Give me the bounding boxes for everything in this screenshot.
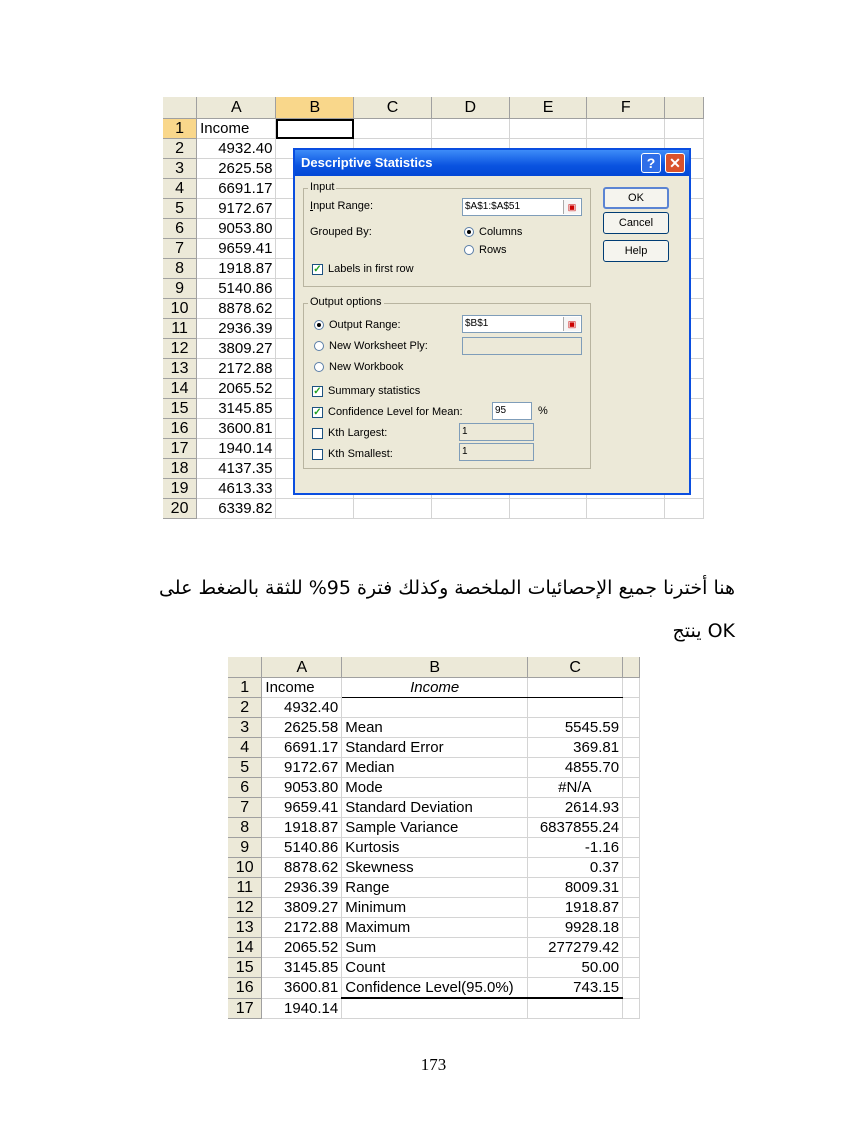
row-header[interactable]: 10	[163, 299, 197, 319]
cell-a[interactable]: 5140.86	[197, 279, 276, 299]
collapse-dialog-icon[interactable]: ▣	[563, 317, 580, 331]
table-row	[228, 698, 640, 718]
kth-largest-label: Kth Largest:	[328, 427, 388, 439]
new-worksheet-ply-label: New Worksheet Ply:	[329, 340, 428, 352]
cell[interactable]	[587, 499, 665, 519]
cell-b[interactable]: Kurtosis	[342, 838, 528, 858]
cell[interactable]	[431, 119, 509, 139]
cell-a[interactable]: 3809.27	[262, 898, 342, 918]
page-number: 173	[420, 1055, 447, 1074]
cell[interactable]	[276, 499, 354, 519]
column-header-f[interactable]: F	[587, 97, 665, 119]
cell-a[interactable]: 8878.62	[197, 299, 276, 319]
cell-a[interactable]: 2172.88	[262, 918, 342, 938]
cell-a[interactable]: 6339.82	[197, 499, 276, 519]
row-header[interactable]: 1	[228, 678, 262, 698]
cell-b[interactable]: Count	[342, 958, 528, 978]
cell-a[interactable]: 1918.87	[197, 259, 276, 279]
confidence-level-label: Confidence Level for Mean:	[328, 406, 463, 418]
row-header[interactable]: 10	[228, 858, 262, 878]
cell[interactable]	[623, 998, 640, 1019]
descriptive-statistics-dialog	[293, 148, 691, 495]
column-header-b[interactable]: B	[276, 97, 354, 119]
cell[interactable]	[623, 678, 640, 698]
column-header-a[interactable]: A	[262, 657, 342, 678]
row-header[interactable]: 17	[163, 439, 197, 459]
cell-a[interactable]: 4613.33	[197, 479, 276, 499]
row-header[interactable]: 14	[228, 938, 262, 958]
cell-a[interactable]: 3600.81	[197, 419, 276, 439]
cell-b[interactable]	[342, 698, 528, 718]
cell-a[interactable]: 4137.35	[197, 459, 276, 479]
output-options-label: Output options	[310, 296, 382, 308]
cell-a[interactable]: 2625.58	[197, 159, 276, 179]
row-header[interactable]: 12	[163, 339, 197, 359]
row-header[interactable]: 5	[228, 758, 262, 778]
row-header[interactable]: 11	[163, 319, 197, 339]
row-header[interactable]: 20	[163, 499, 197, 519]
cell-c[interactable]: 5545.59	[528, 718, 623, 738]
column-header-row	[163, 97, 704, 119]
columns-label: Columns	[479, 226, 523, 238]
row-header[interactable]: 18	[163, 459, 197, 479]
cell[interactable]	[623, 818, 640, 838]
cell-b[interactable]: Median	[342, 758, 528, 778]
cell-c[interactable]: 6837855.24	[528, 818, 623, 838]
cell-a[interactable]: 1940.14	[197, 439, 276, 459]
table-row	[228, 978, 640, 999]
output-range-value: $B$1	[465, 318, 489, 329]
output-options-group	[303, 296, 591, 469]
labels-first-row-label: Labels in first row	[328, 263, 414, 275]
confidence-level-field[interactable]	[492, 402, 532, 420]
cell-a[interactable]: 9172.67	[262, 758, 342, 778]
help-question-icon[interactable]: ?	[641, 153, 661, 173]
cell-a[interactable]: 1940.14	[262, 998, 342, 1019]
cell-b[interactable]: Standard Deviation	[342, 798, 528, 818]
row-header[interactable]: 7	[163, 239, 197, 259]
cell-a[interactable]: 5140.86	[262, 838, 342, 858]
close-icon[interactable]: ✕	[665, 153, 685, 173]
cell-b[interactable]: Mean	[342, 718, 528, 738]
cell[interactable]	[354, 119, 432, 139]
table-row	[163, 119, 704, 139]
row-header[interactable]: 9	[163, 279, 197, 299]
cell-a[interactable]: 2625.58	[262, 718, 342, 738]
cell-a[interactable]: 6691.17	[262, 738, 342, 758]
column-header-d[interactable]	[623, 657, 640, 678]
output-range-label: Output Range:	[329, 319, 401, 331]
cell-a[interactable]: 2936.39	[197, 319, 276, 339]
cell-a[interactable]: 3145.85	[262, 958, 342, 978]
grouped-by-label: Grouped By:	[310, 226, 372, 238]
table-row	[228, 938, 640, 958]
row-header[interactable]: 4	[163, 179, 197, 199]
cell-a[interactable]: 6691.17	[197, 179, 276, 199]
row-header[interactable]: 7	[228, 798, 262, 818]
column-header-c[interactable]: C	[354, 97, 432, 119]
cell-c[interactable]	[528, 678, 623, 698]
cancel-button[interactable]: Cancel	[603, 212, 669, 234]
cell[interactable]	[431, 499, 509, 519]
table-row	[228, 678, 640, 698]
input-range-value: $A$1:$A$51	[465, 201, 521, 212]
cell-c[interactable]: 369.81	[528, 738, 623, 758]
dialog-title-bar[interactable]	[295, 150, 689, 176]
row-header[interactable]: 8	[228, 818, 262, 838]
column-header-row	[228, 657, 640, 678]
cell-a[interactable]: 2172.88	[197, 359, 276, 379]
row-header[interactable]: 8	[163, 259, 197, 279]
cell[interactable]	[665, 119, 704, 139]
cell[interactable]	[623, 718, 640, 738]
cell-a[interactable]: 9053.80	[262, 778, 342, 798]
cell-c[interactable]: #N/A	[528, 778, 623, 798]
percent-label: %	[538, 405, 548, 417]
cell[interactable]	[623, 918, 640, 938]
cell-b[interactable]: Skewness	[342, 858, 528, 878]
new-worksheet-ply-field[interactable]	[462, 337, 582, 355]
new-worksheet-ply-radio[interactable]	[314, 341, 324, 351]
output-range-field[interactable]	[462, 315, 582, 333]
kth-largest-value: 1	[462, 426, 468, 437]
cell-a[interactable]: 2936.39	[262, 878, 342, 898]
kth-smallest-label: Kth Smallest:	[328, 448, 393, 460]
row-header[interactable]: 6	[228, 778, 262, 798]
cell-a[interactable]: 8878.62	[262, 858, 342, 878]
new-workbook-radio[interactable]	[314, 362, 324, 372]
cell-b[interactable]: Range	[342, 878, 528, 898]
table-row	[228, 718, 640, 738]
table-row	[228, 998, 640, 1019]
cell[interactable]	[509, 119, 587, 139]
column-header-e[interactable]: E	[509, 97, 587, 119]
row-header[interactable]: 16	[228, 978, 262, 999]
cell[interactable]	[354, 499, 432, 519]
cell-c[interactable]: 277279.42	[528, 938, 623, 958]
cell[interactable]	[623, 878, 640, 898]
rows-radio[interactable]	[464, 245, 474, 255]
table-row	[228, 958, 640, 978]
cell-a[interactable]: 2065.52	[262, 938, 342, 958]
cell[interactable]	[665, 499, 704, 519]
table-row	[228, 918, 640, 938]
column-header-b[interactable]: B	[342, 657, 528, 678]
cell-b[interactable]	[342, 998, 528, 1019]
confidence-level-checkbox[interactable]: ✓	[313, 407, 322, 418]
columns-radio[interactable]	[464, 227, 474, 237]
cell-b[interactable]: Maximum	[342, 918, 528, 938]
row-header[interactable]: 12	[228, 898, 262, 918]
collapse-dialog-icon[interactable]: ▣	[563, 200, 580, 214]
cell[interactable]	[623, 798, 640, 818]
column-header-c[interactable]: C	[528, 657, 623, 678]
column-header-d[interactable]: D	[431, 97, 509, 119]
row-header[interactable]: 1	[163, 119, 197, 139]
column-header-g[interactable]	[665, 97, 704, 119]
kth-smallest-field[interactable]	[459, 443, 534, 461]
cell[interactable]	[623, 858, 640, 878]
cell-a[interactable]: 1918.87	[262, 818, 342, 838]
cell-c[interactable]: -1.16	[528, 838, 623, 858]
output-range-radio[interactable]	[314, 320, 324, 330]
cell-a[interactable]: 9172.67	[197, 199, 276, 219]
cell[interactable]	[623, 958, 640, 978]
row-header[interactable]: 19	[163, 479, 197, 499]
cell-c[interactable]: 1918.87	[528, 898, 623, 918]
input-group	[303, 181, 591, 287]
cell[interactable]	[623, 978, 640, 999]
summary-statistics-label: Summary statistics	[328, 385, 421, 397]
cell-c[interactable]	[528, 998, 623, 1019]
row-header[interactable]: 16	[163, 419, 197, 439]
select-all-corner[interactable]	[228, 657, 262, 678]
cell-b[interactable]: Income	[342, 678, 528, 698]
cell[interactable]	[623, 898, 640, 918]
row-header[interactable]: 14	[163, 379, 197, 399]
row-header[interactable]: 9	[228, 838, 262, 858]
row-header[interactable]: 5	[163, 199, 197, 219]
cell-a[interactable]: 3145.85	[197, 399, 276, 419]
cell[interactable]	[623, 698, 640, 718]
input-group-label: Input	[310, 181, 335, 193]
row-header[interactable]: 15	[228, 958, 262, 978]
cell-b[interactable]: Mode	[342, 778, 528, 798]
table-row	[228, 898, 640, 918]
dialog-title: Descriptive Statistics	[301, 155, 433, 170]
cell-c[interactable]: 4855.70	[528, 758, 623, 778]
table-row	[228, 818, 640, 838]
output-spreadsheet	[228, 657, 640, 1023]
cell-a[interactable]: 9659.41	[197, 239, 276, 259]
kth-largest-field[interactable]	[459, 423, 534, 441]
row-header[interactable]: 3	[163, 159, 197, 179]
summary-statistics-checkbox[interactable]: ✓	[313, 386, 322, 397]
table-row	[228, 838, 640, 858]
cell-b[interactable]: Confidence Level(95.0%)	[342, 978, 528, 999]
cell-a[interactable]: 9053.80	[197, 219, 276, 239]
row-header[interactable]: 2	[228, 698, 262, 718]
cell-c[interactable]: 2614.93	[528, 798, 623, 818]
row-header[interactable]: 11	[228, 878, 262, 898]
row-header[interactable]: 17	[228, 998, 262, 1019]
arabic-caption-line2: OK ينتج	[672, 620, 735, 642]
cell-a[interactable]: Income	[197, 119, 276, 139]
cell-a[interactable]: 3600.81	[262, 978, 342, 999]
table-row	[163, 499, 704, 519]
cell-a[interactable]: 3809.27	[197, 339, 276, 359]
labels-first-row-checkbox[interactable]: ✓	[313, 264, 322, 275]
column-header-a[interactable]: A	[197, 97, 276, 119]
cell-c[interactable]: 9928.18	[528, 918, 623, 938]
input-range-field[interactable]	[462, 198, 582, 216]
output-grid	[228, 657, 640, 1019]
cell-a[interactable]: 4932.40	[262, 698, 342, 718]
rows-label: Rows	[479, 244, 507, 256]
cell-c[interactable]: 50.00	[528, 958, 623, 978]
ok-button[interactable]: OK	[603, 187, 669, 209]
cell-b[interactable]: Sum	[342, 938, 528, 958]
cell-b[interactable]: Standard Error	[342, 738, 528, 758]
kth-smallest-value: 1	[462, 446, 468, 457]
cell-b[interactable]: Sample Variance	[342, 818, 528, 838]
cell-a[interactable]: 4932.40	[197, 139, 276, 159]
confidence-level-value: 95	[495, 405, 507, 416]
row-header[interactable]: 3	[228, 718, 262, 738]
row-header[interactable]: 6	[163, 219, 197, 239]
help-button[interactable]: Help	[603, 240, 669, 262]
row-header[interactable]: 13	[228, 918, 262, 938]
table-row	[228, 798, 640, 818]
select-all-corner[interactable]	[163, 97, 197, 119]
row-header[interactable]: 15	[163, 399, 197, 419]
table-row	[228, 858, 640, 878]
table-row	[228, 758, 640, 778]
cell-b[interactable]: Minimum	[342, 898, 528, 918]
cell[interactable]	[587, 119, 665, 139]
kth-smallest-checkbox[interactable]	[312, 449, 323, 460]
row-header[interactable]: 4	[228, 738, 262, 758]
arabic-caption-line1: هنا أخترنا جميع الإحصائيات الملخصة وكذلك فترة 95% للثقة بالضغط على	[158, 577, 735, 599]
cell-a[interactable]: Income	[262, 678, 342, 698]
cell-a[interactable]: 2065.52	[197, 379, 276, 399]
input-range-label: Input Range:	[310, 200, 373, 212]
cell[interactable]	[276, 119, 354, 139]
row-header[interactable]: 2	[163, 139, 197, 159]
kth-largest-checkbox[interactable]	[312, 428, 323, 439]
cell[interactable]	[623, 738, 640, 758]
cell-c[interactable]: 0.37	[528, 858, 623, 878]
cell[interactable]	[509, 499, 587, 519]
cell[interactable]	[623, 758, 640, 778]
cell-c[interactable]	[528, 698, 623, 718]
cell-a[interactable]: 9659.41	[262, 798, 342, 818]
cell-c[interactable]: 743.15	[528, 978, 623, 999]
cell[interactable]	[623, 838, 640, 858]
table-row	[228, 778, 640, 798]
cell-c[interactable]: 8009.31	[528, 878, 623, 898]
cell[interactable]	[623, 938, 640, 958]
row-header[interactable]: 13	[163, 359, 197, 379]
new-workbook-label: New Workbook	[329, 361, 404, 373]
table-row	[228, 738, 640, 758]
cell[interactable]	[623, 778, 640, 798]
table-row	[228, 878, 640, 898]
